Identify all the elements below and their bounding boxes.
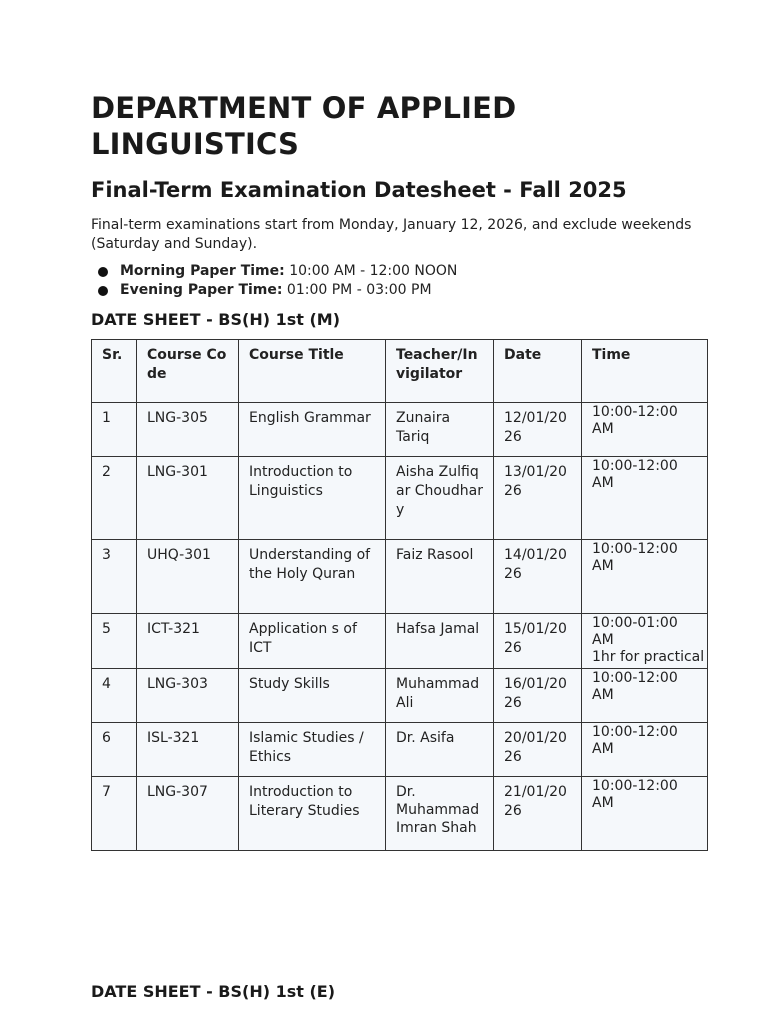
bullet-icon bbox=[98, 267, 108, 277]
cell-course-code: ISL-321 bbox=[137, 723, 239, 777]
morning-paper-time bbox=[91, 262, 707, 281]
cell-sr: 6 bbox=[92, 723, 137, 777]
cell-sr: 7 bbox=[92, 777, 137, 851]
cell-sr: 5 bbox=[92, 614, 137, 669]
cell-date: 12/01/2026 bbox=[494, 403, 582, 457]
department-heading: DEPARTMENT OF APPLIED LINGUISTICS bbox=[91, 91, 517, 161]
table-row bbox=[92, 457, 708, 540]
cell-teacher: Dr. Muhammad Imran Shah bbox=[386, 777, 494, 851]
cell-course-title: Islamic Studies / Ethics bbox=[239, 723, 386, 777]
paper-times-list bbox=[91, 262, 707, 300]
cell-time: 10:00-12:00 AM bbox=[582, 457, 708, 540]
table-row bbox=[92, 540, 708, 614]
cell-date: 16/01/2026 bbox=[494, 669, 582, 723]
table-row bbox=[92, 777, 708, 851]
time-note: 1hr for practical bbox=[592, 649, 705, 665]
cell-teacher: Dr. Asifa bbox=[386, 723, 494, 777]
datesheet-table bbox=[91, 339, 708, 851]
cell-date: 14/01/2026 bbox=[494, 540, 582, 614]
evening-paper-time bbox=[91, 281, 707, 300]
cell-course-title: Introduction to Linguistics bbox=[239, 457, 386, 540]
cell-teacher: Zunaira Tariq bbox=[386, 403, 494, 457]
cell-time: 10:00-12:00 AM bbox=[582, 669, 708, 723]
paper-time-value: 10:00 AM - 12:00 NOON bbox=[284, 263, 458, 279]
section-title-morning: DATE SHEET - BS(H) 1st (M) bbox=[91, 310, 341, 329]
header-teacher: Teacher/Invigilator bbox=[386, 340, 494, 403]
cell-sr: 1 bbox=[92, 403, 137, 457]
cell-time: 10:00-12:00 AM bbox=[582, 540, 708, 614]
cell-time: 10:00-12:00 AM bbox=[582, 723, 708, 777]
table-row bbox=[92, 403, 708, 457]
cell-sr: 3 bbox=[92, 540, 137, 614]
cell-course-title: Introduction to Literary Studies bbox=[239, 777, 386, 851]
cell-time bbox=[582, 614, 708, 669]
table-row bbox=[92, 669, 708, 723]
table-row bbox=[92, 723, 708, 777]
header-date: Date bbox=[494, 340, 582, 403]
table-header-row bbox=[92, 340, 708, 403]
cell-course-code: LNG-303 bbox=[137, 669, 239, 723]
bullet-icon bbox=[98, 286, 108, 296]
cell-course-title: Understanding of the Holy Quran bbox=[239, 540, 386, 614]
cell-course-code: LNG-307 bbox=[137, 777, 239, 851]
cell-course-code: ICT-321 bbox=[137, 614, 239, 669]
cell-date: 21/01/2026 bbox=[494, 777, 582, 851]
header-course-title: Course Title bbox=[239, 340, 386, 403]
cell-course-title: Application s of ICT bbox=[239, 614, 386, 669]
paper-time-value: 01:00 PM - 03:00 PM bbox=[282, 282, 432, 298]
table-row bbox=[92, 614, 708, 669]
cell-course-code: LNG-301 bbox=[137, 457, 239, 540]
cell-sr: 2 bbox=[92, 457, 137, 540]
header-course-code: Course Code bbox=[137, 340, 239, 403]
cell-teacher: Hafsa Jamal bbox=[386, 614, 494, 669]
header-time: Time bbox=[582, 340, 708, 403]
cell-time: 10:00-12:00 AM bbox=[582, 403, 708, 457]
time-range: 10:00-01:00 AM bbox=[592, 615, 678, 648]
cell-course-code: LNG-305 bbox=[137, 403, 239, 457]
paper-time-label: Morning Paper Time: bbox=[120, 263, 285, 279]
cell-course-title: Study Skills bbox=[239, 669, 386, 723]
document-body bbox=[91, 90, 707, 836]
cell-date: 13/01/2026 bbox=[494, 457, 582, 540]
section-title-evening: DATE SHEET - BS(H) 1st (E) bbox=[91, 982, 336, 1001]
cell-teacher: Aisha Zulfiqar Choudhary bbox=[386, 457, 494, 540]
cell-course-title: English Grammar bbox=[239, 403, 386, 457]
cell-course-code: UHQ-301 bbox=[137, 540, 239, 614]
cell-time: 10:00-12:00 AM bbox=[582, 777, 708, 851]
header-sr: Sr. bbox=[92, 340, 137, 403]
cell-teacher: Muhammad Ali bbox=[386, 669, 494, 723]
cell-date: 15/01/2026 bbox=[494, 614, 582, 669]
cell-sr: 4 bbox=[92, 669, 137, 723]
intro-paragraph: Final-term examinations start from Monday, January 12, 2026, and exclude weekends (Saturday and Sunday). bbox=[91, 217, 692, 252]
datesheet-title: Final-Term Examination Datesheet - Fall 2025 bbox=[91, 178, 627, 202]
cell-date: 20/01/2026 bbox=[494, 723, 582, 777]
paper-time-label: Evening Paper Time: bbox=[120, 282, 283, 298]
cell-teacher: Faiz Rasool bbox=[386, 540, 494, 614]
